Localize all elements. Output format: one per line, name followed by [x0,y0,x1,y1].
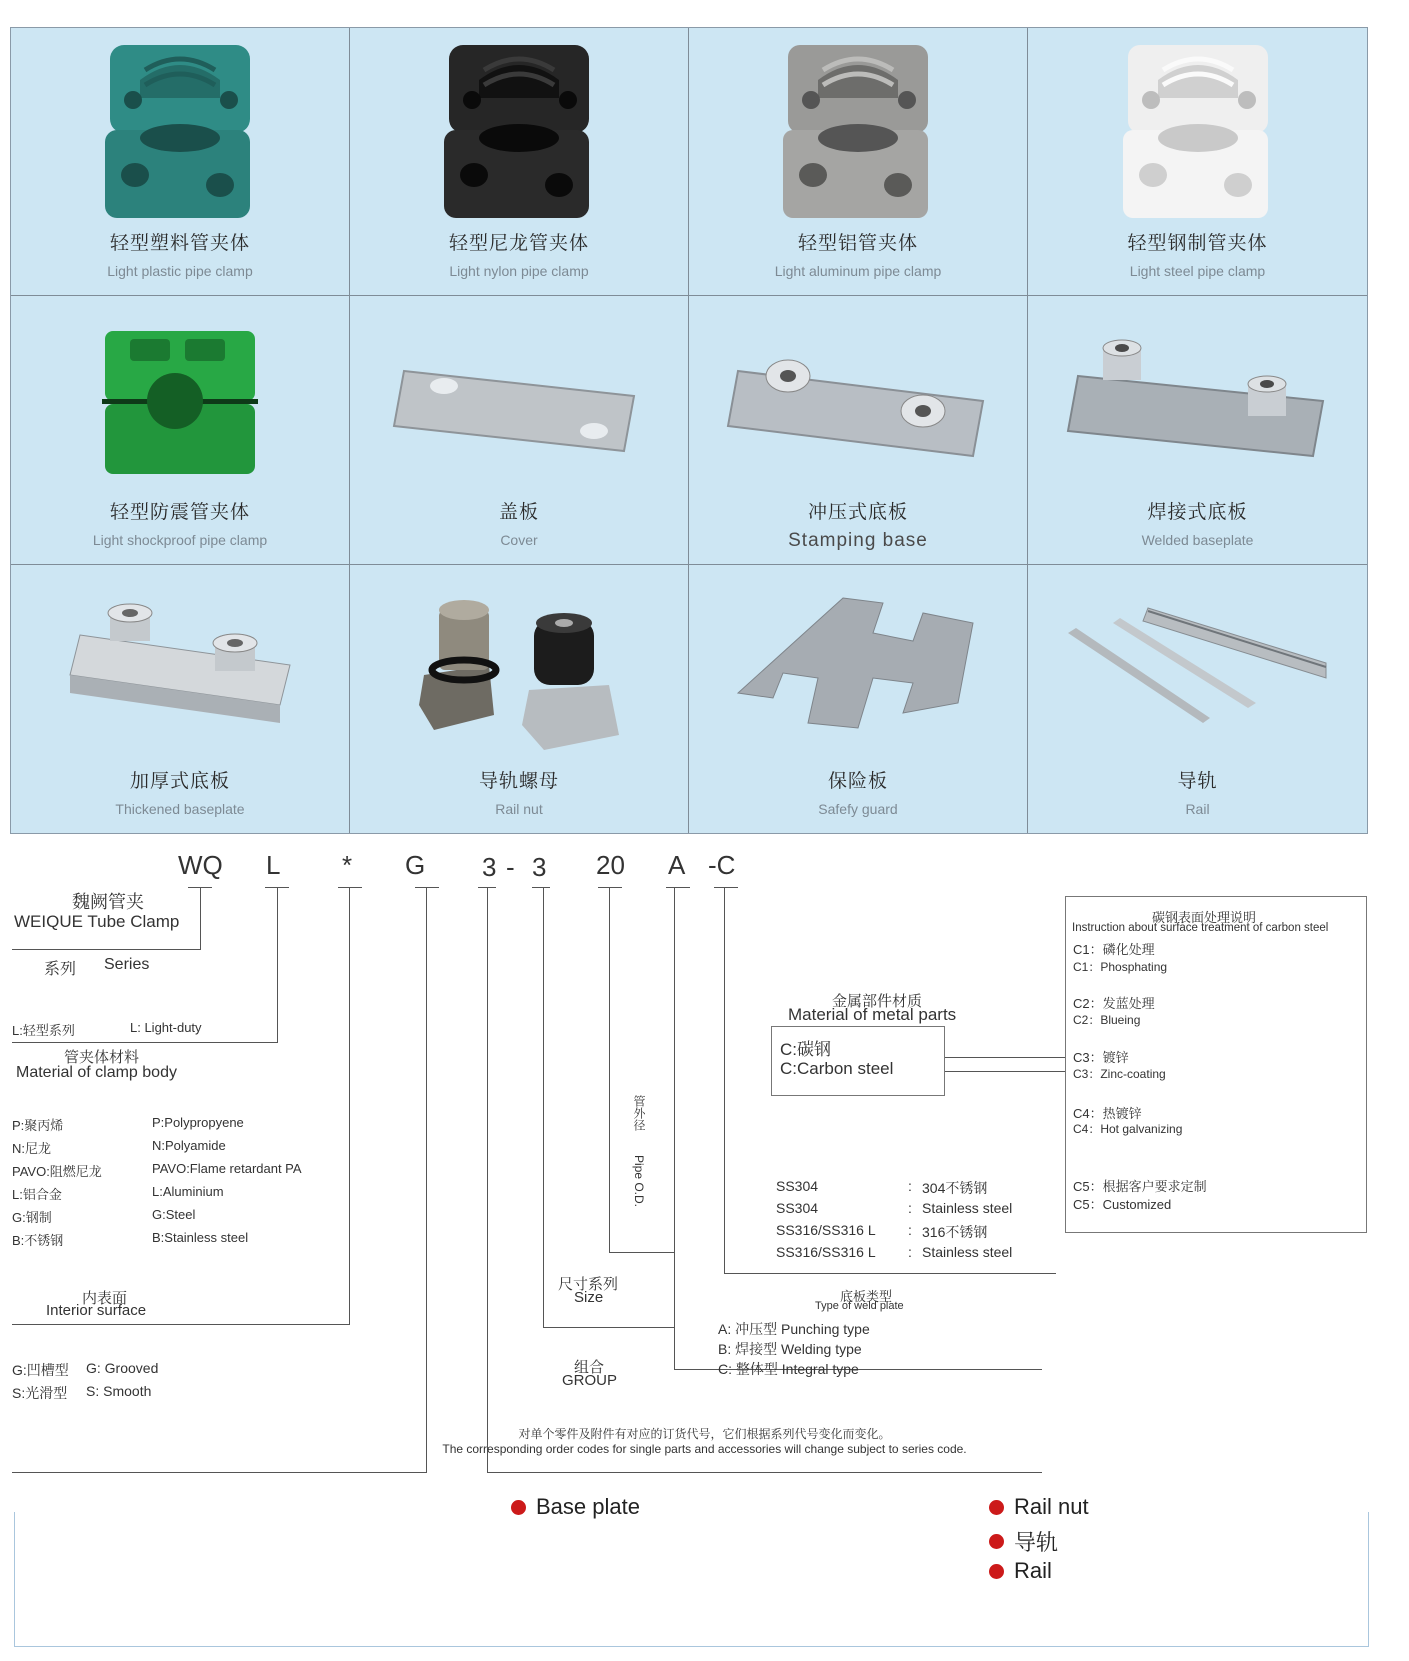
surface-item-en: C1：Phosphating [1073,960,1168,974]
product-name-en: Thickened baseplate [115,801,245,817]
group-cn: 组合 [574,1359,605,1376]
pipe-od-en: Pipe O.D. [632,1155,646,1208]
surface-item-cn: C3：镀锌 [1073,1050,1129,1065]
pipe-od-cn: 管外径 [632,1095,646,1131]
welded-baseplate-image [1058,336,1338,466]
carbon-steel-en: C:Carbon steel [780,1059,894,1078]
stainless-code: SS304 [776,1200,819,1216]
brand-en: WEIQUE Tube Clamp [14,912,180,931]
product-name-en: Rail [1185,801,1210,817]
footnote-cn: 对单个零件及附件有对应的订货代号，它们根据系列代号变化而变化。 [518,1427,891,1441]
group-en: GROUP [562,1372,618,1389]
interior-g-cn: G:凹槽型 [12,1362,69,1378]
product-name-en: Light steel pipe clamp [1129,263,1266,280]
stamping-base-image [718,341,998,471]
product-name-cn: 轻型铝管夹体 [797,232,918,255]
material-item-cn: P:聚丙烯 [12,1118,64,1133]
product-name-en: Light shockproof pipe clamp [92,531,268,548]
legend-rail-en [989,1558,1052,1584]
code-3b: 3 [532,852,547,882]
plastic-clamp-image [95,40,265,230]
surface-item-cn: C1：磷化处理 [1073,942,1155,957]
bottom-panel [14,1494,1369,1647]
weld-en: Type of weld plate [815,1300,904,1312]
stainless-colon: : [908,1200,912,1216]
code-a: A [668,850,686,880]
safety-guard-image [733,593,983,743]
product-cell-steel-clamp [1028,28,1367,296]
material-item-cn: PAVO:阻燃尼龙 [12,1164,102,1179]
material-item-en: P:Polypropyene [152,1115,244,1130]
material-item-en: G:Steel [152,1207,196,1222]
code-wq: WQ [178,850,223,880]
product-name-en: Welded baseplate [1141,531,1254,548]
cover-plate-image [384,341,654,471]
product-name-en: Light plastic pipe clamp [107,263,253,280]
product-cell-stamping-base [689,296,1028,564]
size-cn: 尺寸系列 [558,1276,619,1293]
order-code-diagram [0,850,1409,1490]
nylon-clamp-image [434,40,604,230]
metal-cn: 金属部件材质 [832,993,923,1010]
surface-item-cn: C5：根据客户要求定制 [1073,1179,1207,1194]
code-c: -C [708,850,736,880]
weld-c: C: 整体型 Integral type [718,1361,859,1377]
bullet-icon [511,1500,526,1515]
product-name-en: Light aluminum pipe clamp [774,263,942,280]
interior-s-en: S: Smooth [86,1383,152,1399]
product-cell-cover [350,296,689,564]
product-cell-thickened-baseplate [11,565,350,833]
size-en: Size [574,1289,604,1306]
series-cn: 系列 [44,961,77,978]
interior-cn: 内表面 [82,1290,128,1307]
series-l-cn: L:轻型系列 [12,1023,75,1038]
code-g: G [405,850,426,880]
product-name-cn: 轻型尼龙管夹体 [448,232,589,255]
metal-en: Material of metal parts [788,1005,957,1024]
thickened-baseplate-image [50,595,310,735]
legend-rail-nut [989,1494,1089,1520]
surface-item-cn: C2：发蓝处理 [1073,996,1155,1011]
product-name-cn: 导轨 [1177,770,1218,792]
material-item-en: N:Polyamide [152,1138,226,1153]
series-en: Series [104,956,150,973]
surface-title-cn: 碳钢表面处理说明 [1152,910,1257,925]
stainless-code: SS316/SS316 L [776,1222,876,1238]
surface-item-cn: C4：热镀锌 [1073,1106,1142,1121]
rail-image [1058,593,1338,743]
legend-base-plate [511,1494,640,1520]
surface-item-en: C5：Customized [1073,1197,1172,1212]
code-dash: - [506,852,515,882]
material-en: Material of clamp body [16,1064,177,1081]
weld-cn: 底板类型 [840,1289,893,1304]
code-3a: 3 [482,852,497,882]
steel-clamp-image [1113,40,1283,230]
product-name-cn: 加厚式底板 [129,770,230,792]
legend-label: Base plate [536,1494,640,1519]
interior-g-en: G: Grooved [86,1360,159,1376]
footnote-en: The corresponding order codes for single parts and accessories will change subject to series code. [442,1442,967,1456]
product-name-cn: 焊接式底板 [1147,500,1248,523]
weld-b: B: 焊接型 Welding type [718,1341,862,1357]
product-name-en: Rail nut [495,801,543,817]
material-cn: 管夹体材料 [64,1049,140,1066]
bullet-icon [989,1564,1004,1579]
stainless-colon: : [908,1222,912,1238]
stainless-desc: 304不锈钢 [922,1180,988,1196]
code-l: L [266,850,281,880]
surface-title-en: Instruction about surface treatment of carbon steel [1072,922,1329,934]
stainless-code: SS316/SS316 L [776,1244,876,1260]
product-name-en: Safefy guard [818,801,898,817]
material-item-en: L:Aluminium [152,1184,224,1199]
product-name-en: Light nylon pipe clamp [449,263,589,280]
rail-nut-image [394,585,644,755]
product-name-cn: 轻型塑料管夹体 [109,232,250,255]
surface-item-en: C4：Hot galvanizing [1073,1122,1183,1136]
product-cell-safety-guard [689,565,1028,833]
surface-item-en: C3：Zinc-coating [1073,1067,1166,1081]
product-cell-welded-baseplate [1028,296,1367,564]
product-name-cn: 导轨螺母 [478,770,559,792]
weld-a: A: 冲压型 Punching type [718,1321,870,1337]
legend-rail-cn [989,1526,1058,1557]
product-cell-rail [1028,565,1367,833]
code-20: 20 [596,850,625,880]
stainless-colon: : [908,1244,912,1260]
surface-item-en: C2：Blueing [1073,1013,1141,1027]
brand-cn: 魏阙管夹 [72,892,144,912]
series-l-en: L: Light-duty [130,1020,202,1035]
shockproof-clamp-image [90,321,270,501]
stainless-code: SS304 [776,1178,819,1194]
product-cell-aluminum-clamp [689,28,1028,296]
carbon-steel-box [771,1026,945,1096]
legend-label: 导轨 [1014,1530,1059,1555]
material-item-cn: B:不锈钢 [12,1233,64,1248]
product-name-cn: 冲压式底板 [807,500,908,523]
product-cell-shockproof-clamp [11,296,350,564]
material-item-cn: L:铝合金 [12,1187,62,1202]
stainless-colon: : [908,1178,912,1194]
material-item-en: B:Stainless steel [152,1230,249,1245]
stainless-desc: Stainless steel [922,1244,1013,1260]
stainless-desc: Stainless steel [922,1200,1013,1216]
material-item-cn: N:尼龙 [12,1141,52,1156]
interior-s-cn: S:光滑型 [12,1385,68,1401]
product-name-en: Cover [500,531,538,548]
surface-treatment-box [1065,896,1367,1233]
code-star: * [342,850,353,880]
product-name-cn: 盖板 [498,500,539,523]
stainless-desc: 316不锈钢 [922,1224,988,1240]
aluminum-clamp-image [773,40,943,230]
bullet-icon [989,1534,1004,1549]
legend-label: Rail nut [1014,1494,1089,1519]
product-name-cn: 轻型钢制管夹体 [1127,232,1268,255]
product-name-cn: 轻型防震管夹体 [109,500,250,523]
product-cell-rail-nut [350,565,689,833]
material-item-en: PAVO:Flame retardant PA [152,1161,302,1176]
legend-label: Rail [1014,1558,1052,1583]
interior-en: Interior surface [46,1302,147,1319]
product-name-en: Stamping base [788,529,928,551]
product-cell-plastic-clamp [11,28,350,296]
product-cell-nylon-clamp [350,28,689,296]
bullet-icon [989,1500,1004,1515]
material-item-cn: G:钢制 [12,1210,52,1225]
carbon-steel-cn: C:碳钢 [780,1040,831,1059]
product-name-cn: 保险板 [827,770,888,792]
product-grid [10,27,1368,834]
